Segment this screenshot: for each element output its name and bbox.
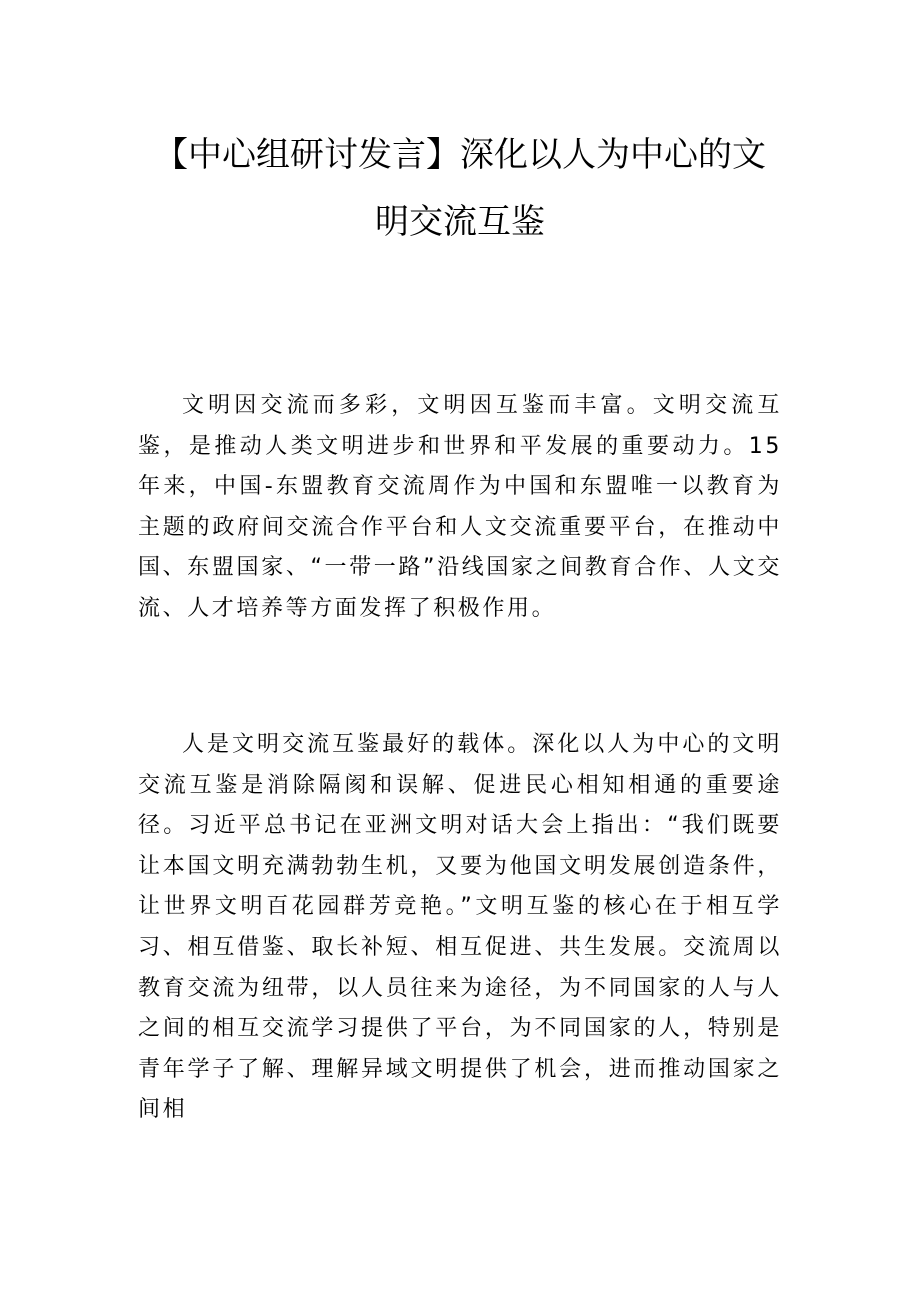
title-line-2: 明交流互鉴: [375, 202, 545, 242]
document-title: [138, 122, 782, 256]
paragraph-2: 人是文明交流互鉴最好的载体。深化以人为中心的文明交流互鉴是消除隔阂和误解、促进民心相知相通的重要途径。习近平总书记在亚洲文明对话大会上指出：“我们既要让本国文明充满勃勃生机，又要为他国文明发展创造条件，让世界文明百花园群芳竞艳。”文明互鉴的核心在于相互学习、相互借鉴、取长补短、相互促进、共生发展。交流周以教育交流为纽带，以人员往来为途径，为不同国家的人与人之间的相互交流学习提供了平台，为不同国家的人，特别是青年学子了解、理解异域文明提供了机会，进而推动国家之间相: [138, 732, 782, 1123]
title-line-1: 【中心组研讨发言】深化以人为中心的文: [154, 135, 766, 175]
paragraph-1: 文明因交流而多彩，文明因互鉴而丰富。文明交流互鉴，是推动人类文明进步和世界和平发展的重要动力。15年来，中国-东盟教育交流周作为中国和东盟唯一以教育为主题的政府间交流合作平台和人文交流重要平台，在推动中国、东盟国家、“一带一路”沿线国家之间教育合作、人文交流、人才培养等方面发挥了积极作用。: [138, 393, 782, 621]
